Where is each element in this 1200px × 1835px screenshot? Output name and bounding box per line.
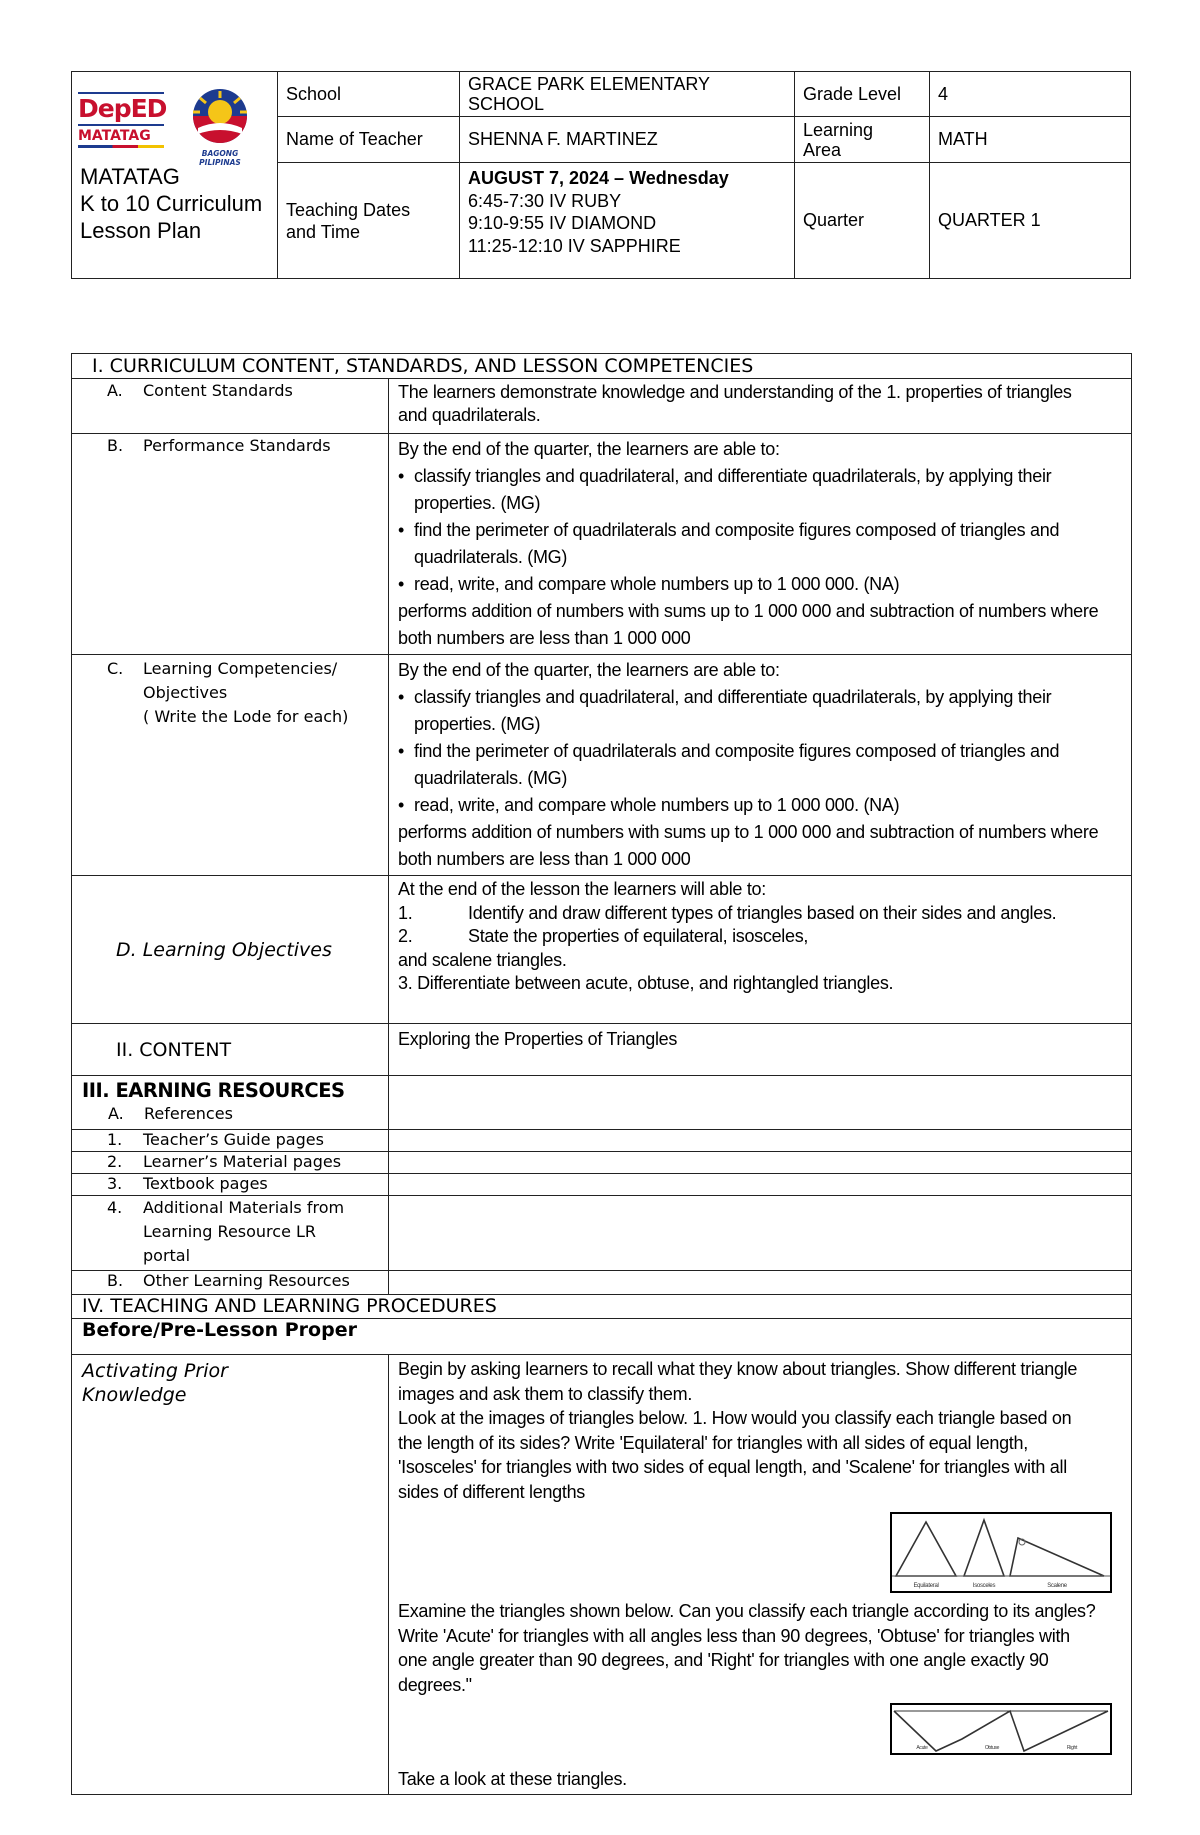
area-label bbox=[795, 117, 930, 163]
objectives-item-num: 1. bbox=[398, 902, 413, 923]
quarter-label: Quarter bbox=[795, 163, 930, 279]
competencies-label-line: Objectives bbox=[143, 683, 228, 702]
content-standards-line: The learners demonstrate knowledge and understanding of the 1. properties of triangles bbox=[398, 382, 1072, 402]
area-label-line: Area bbox=[803, 139, 842, 160]
resources-row-label bbox=[72, 1130, 389, 1152]
objectives-line: 3. Differentiate between acute, obtuse, and rightangled triangles. bbox=[398, 973, 894, 993]
objectives-item bbox=[398, 902, 1122, 926]
activating-value bbox=[389, 1355, 1132, 1795]
bullet-line: • find the perimeter of quadrilaterals and composite figures composed of triangles and bbox=[414, 520, 1060, 540]
bullet-line: properties. (MG) bbox=[414, 493, 541, 513]
activating-para2-line: one angle greater than 90 degrees, and 'Right' for triangles with one angle exactly 90 bbox=[398, 1650, 1049, 1670]
fig2-label: Right bbox=[1066, 1745, 1078, 1751]
performance-standards-bullet bbox=[398, 463, 1122, 517]
dates-value bbox=[460, 163, 795, 279]
content-standards-value bbox=[389, 379, 1132, 434]
fig1-label: Equilateral bbox=[913, 1583, 939, 1589]
objectives-line: and scalene triangles. bbox=[398, 949, 567, 970]
resources-row-num: 2. bbox=[107, 1152, 123, 1171]
grade-label: Grade Level bbox=[795, 72, 930, 117]
plan-title bbox=[72, 163, 278, 279]
resources-row-value bbox=[389, 1196, 1132, 1271]
teacher-label: Name of Teacher bbox=[278, 117, 460, 163]
lesson-plan-table bbox=[71, 353, 1132, 1795]
performance-standards-text: Performance Standards bbox=[143, 436, 331, 455]
activating-para2-line: Examine the triangles shown below. Can you classify each triangle according to its angles? bbox=[398, 1601, 1096, 1621]
section2-value: Exploring the Properties of Triangles bbox=[389, 1024, 1132, 1076]
resources-row-text: Textbook pages bbox=[143, 1174, 268, 1193]
competencies-letter: C. bbox=[107, 659, 124, 678]
area-label-line: Learning bbox=[803, 119, 874, 140]
performance-standards-bullet bbox=[398, 571, 1122, 598]
bullet-line: • read, write, and compare whole numbers up to 1 000 000. (NA) bbox=[414, 574, 900, 594]
competencies-bullet bbox=[398, 738, 1122, 792]
performance-standards-value bbox=[389, 434, 1132, 655]
resources-row-label bbox=[72, 1196, 389, 1271]
content-standards-letter: A. bbox=[107, 381, 123, 400]
plan-title-line: K to 10 Curriculum bbox=[80, 190, 263, 216]
performance-standards-intro: By the end of the quarter, the learners are able to: bbox=[398, 439, 780, 459]
plan-title-line: MATATAG bbox=[80, 163, 180, 189]
activating-para3: Take a look at these triangles. bbox=[398, 1769, 627, 1789]
objectives-item-text: Identify and draw different types of triangles based on their sides and angles. bbox=[468, 902, 1057, 923]
bullet-line: • classify triangles and quadrilateral, and differentiate quadrilaterals, by applying their bbox=[414, 466, 1052, 486]
dates-label-line: Teaching Dates bbox=[286, 199, 411, 220]
activating-para2-line: Write 'Acute' for triangles with all angles less than 90 degrees, 'Obtuse' for triangles with bbox=[398, 1625, 1070, 1646]
section3-header bbox=[72, 1076, 389, 1130]
resources-row-value bbox=[389, 1076, 1132, 1130]
school-value bbox=[460, 72, 795, 117]
resources-row-value bbox=[389, 1174, 1132, 1196]
bullet-line: quadrilaterals. (MG) bbox=[414, 547, 568, 567]
school-value-line: GRACE PARK ELEMENTARY bbox=[468, 74, 711, 94]
bullet-line: • classify triangles and quadrilateral, and differentiate quadrilaterals, by applying their bbox=[414, 687, 1052, 707]
section4-subtitle: Before/Pre-Lesson Proper bbox=[72, 1319, 1132, 1355]
activating-label-line: Activating Prior bbox=[82, 1360, 228, 1382]
objectives-intro: At the end of the lesson the learners will able to: bbox=[398, 879, 766, 899]
resources-row-text: Learner’s Material pages bbox=[143, 1152, 342, 1171]
performance-standards-label bbox=[72, 434, 389, 655]
fig2-label: Obtuse bbox=[984, 1745, 1000, 1751]
area-value: MATH bbox=[930, 117, 1131, 163]
deped-text: DepED bbox=[78, 94, 167, 123]
matatag-text: MATATAG bbox=[78, 128, 151, 144]
activating-para1-line: images and ask them to classify them. bbox=[398, 1383, 693, 1404]
section1-title: I. CURRICULUM CONTENT, STANDARDS, AND LESSON COMPETENCIES bbox=[72, 354, 1132, 379]
resources-row-label bbox=[72, 1152, 389, 1174]
resources-row-value bbox=[389, 1271, 1132, 1295]
bullet-line: properties. (MG) bbox=[414, 714, 541, 734]
resources-row-text: References bbox=[144, 1104, 233, 1123]
objectives-value bbox=[389, 876, 1132, 1024]
deped-logo bbox=[78, 92, 166, 148]
section3-title: III. EARNING RESOURCES bbox=[82, 1079, 345, 1102]
activating-label-line: Knowledge bbox=[82, 1384, 187, 1406]
competencies-bullet bbox=[398, 684, 1122, 738]
activating-para2-line: degrees." bbox=[398, 1674, 472, 1695]
performance-standards-letter: B. bbox=[107, 436, 124, 455]
resources-row-num: 4. bbox=[107, 1198, 123, 1217]
content-standards-line: and quadrilaterals. bbox=[398, 405, 541, 425]
objectives-item-text: State the properties of equilateral, isosceles, bbox=[468, 926, 809, 946]
resources-row-label bbox=[72, 1271, 389, 1295]
resources-row-text: Additional Materials from Learning Resource LR portal bbox=[143, 1198, 345, 1265]
resources-row-label bbox=[72, 1174, 389, 1196]
plan-title-line: Lesson Plan bbox=[80, 217, 202, 243]
triangles-by-angles-icon bbox=[892, 1705, 1110, 1753]
bullet-line: • find the perimeter of quadrilaterals and composite figures composed of triangles and bbox=[414, 741, 1060, 761]
school-value-line: SCHOOL bbox=[468, 94, 545, 114]
resources-row-num: B. bbox=[107, 1271, 124, 1290]
performance-standards-bullet bbox=[398, 517, 1122, 571]
school-label: School bbox=[278, 72, 460, 117]
triangles-by-sides-figure bbox=[890, 1512, 1112, 1593]
resources-row-num: A. bbox=[108, 1104, 124, 1123]
resources-row-value bbox=[389, 1152, 1132, 1174]
activating-para1-line: Begin by asking learners to recall what they know about triangles. Show different triangle bbox=[398, 1359, 1078, 1379]
objectives-label: D. Learning Objectives bbox=[72, 876, 389, 1024]
dates-line: 6:45-7:30 IV RUBY bbox=[468, 190, 622, 211]
resources-row-text: Teacher’s Guide pages bbox=[143, 1130, 324, 1149]
dates-line: 9:10-9:55 IV DIAMOND bbox=[468, 213, 657, 233]
fig1-label: Isosceles bbox=[972, 1583, 996, 1589]
activating-para1-line: Look at the images of triangles below. 1. How would you classify each triangle based on bbox=[398, 1408, 1072, 1428]
resources-row-text: Other Learning Resources bbox=[143, 1271, 350, 1290]
bagong-pilipinas-text: BAGONG PILIPINAS bbox=[199, 149, 241, 167]
resources-row-value bbox=[389, 1130, 1132, 1152]
competencies-label bbox=[72, 655, 389, 876]
triangles-by-angles-figure bbox=[890, 1703, 1112, 1755]
logo-cell bbox=[72, 72, 278, 167]
competencies-label-line: Learning Competencies/ bbox=[143, 659, 338, 678]
quarter-value: QUARTER 1 bbox=[930, 163, 1131, 279]
content-standards-label bbox=[72, 379, 389, 434]
competencies-intro: By the end of the quarter, the learners are able to: bbox=[398, 660, 780, 680]
content-standards-text: Content Standards bbox=[143, 381, 293, 400]
activating-para1-line: sides of different lengths bbox=[398, 1481, 585, 1502]
fig2-label: Acute bbox=[916, 1745, 928, 1751]
competencies-text bbox=[143, 657, 348, 729]
activating-para1-line: the length of its sides? Write 'Equilateral' for triangles with all sides of equal length, bbox=[398, 1432, 1028, 1453]
grade-value: 4 bbox=[930, 72, 1131, 117]
section4-title: IV. TEACHING AND LEARNING PROCEDURES bbox=[72, 1295, 1132, 1319]
bagong-pilipinas-emblem-icon bbox=[180, 86, 260, 148]
performance-standards-tail: performs addition of numbers with sums up to 1 000 000 and subtraction of numbers where bbox=[398, 601, 1099, 621]
competencies-bullet bbox=[398, 792, 1122, 819]
objectives-item-num: 2. bbox=[398, 926, 413, 946]
resources-row-label bbox=[82, 1102, 388, 1126]
teacher-value: SHENNA F. MARTINEZ bbox=[460, 117, 795, 163]
fig1-label: Scalene bbox=[1047, 1583, 1067, 1589]
competencies-label-line: ( Write the Lode for each) bbox=[143, 707, 349, 726]
dates-line: 11:25-12:10 IV SAPPHIRE bbox=[468, 235, 681, 256]
competencies-value bbox=[389, 655, 1132, 876]
performance-standards-tail: both numbers are less than 1 000 000 bbox=[398, 628, 691, 648]
competencies-tail: both numbers are less than 1 000 000 bbox=[398, 849, 691, 869]
competencies-tail: performs addition of numbers with sums up to 1 000 000 and subtraction of numbers where bbox=[398, 822, 1099, 842]
triangles-by-sides-icon bbox=[892, 1514, 1110, 1591]
bullet-line: quadrilaterals. (MG) bbox=[414, 768, 568, 788]
bagong-pilipinas-logo bbox=[180, 86, 260, 167]
resources-row-num: 1. bbox=[107, 1130, 123, 1149]
objectives-item bbox=[398, 925, 1122, 949]
activating-para2 bbox=[398, 1599, 1122, 1697]
header-table bbox=[71, 71, 1131, 279]
activating-label bbox=[72, 1355, 389, 1795]
section2-title: II. CONTENT bbox=[72, 1024, 389, 1076]
dates-label bbox=[278, 163, 460, 279]
dates-date: AUGUST 7, 2024 – Wednesday bbox=[468, 168, 729, 188]
activating-para1-line: 'Isosceles' for triangles with two sides of equal length, and 'Scalene' for triangles with all bbox=[398, 1457, 1067, 1477]
bullet-line: • read, write, and compare whole numbers up to 1 000 000. (NA) bbox=[414, 795, 900, 815]
dates-label-line: and Time bbox=[286, 221, 361, 242]
resources-row-num: 3. bbox=[107, 1174, 123, 1193]
